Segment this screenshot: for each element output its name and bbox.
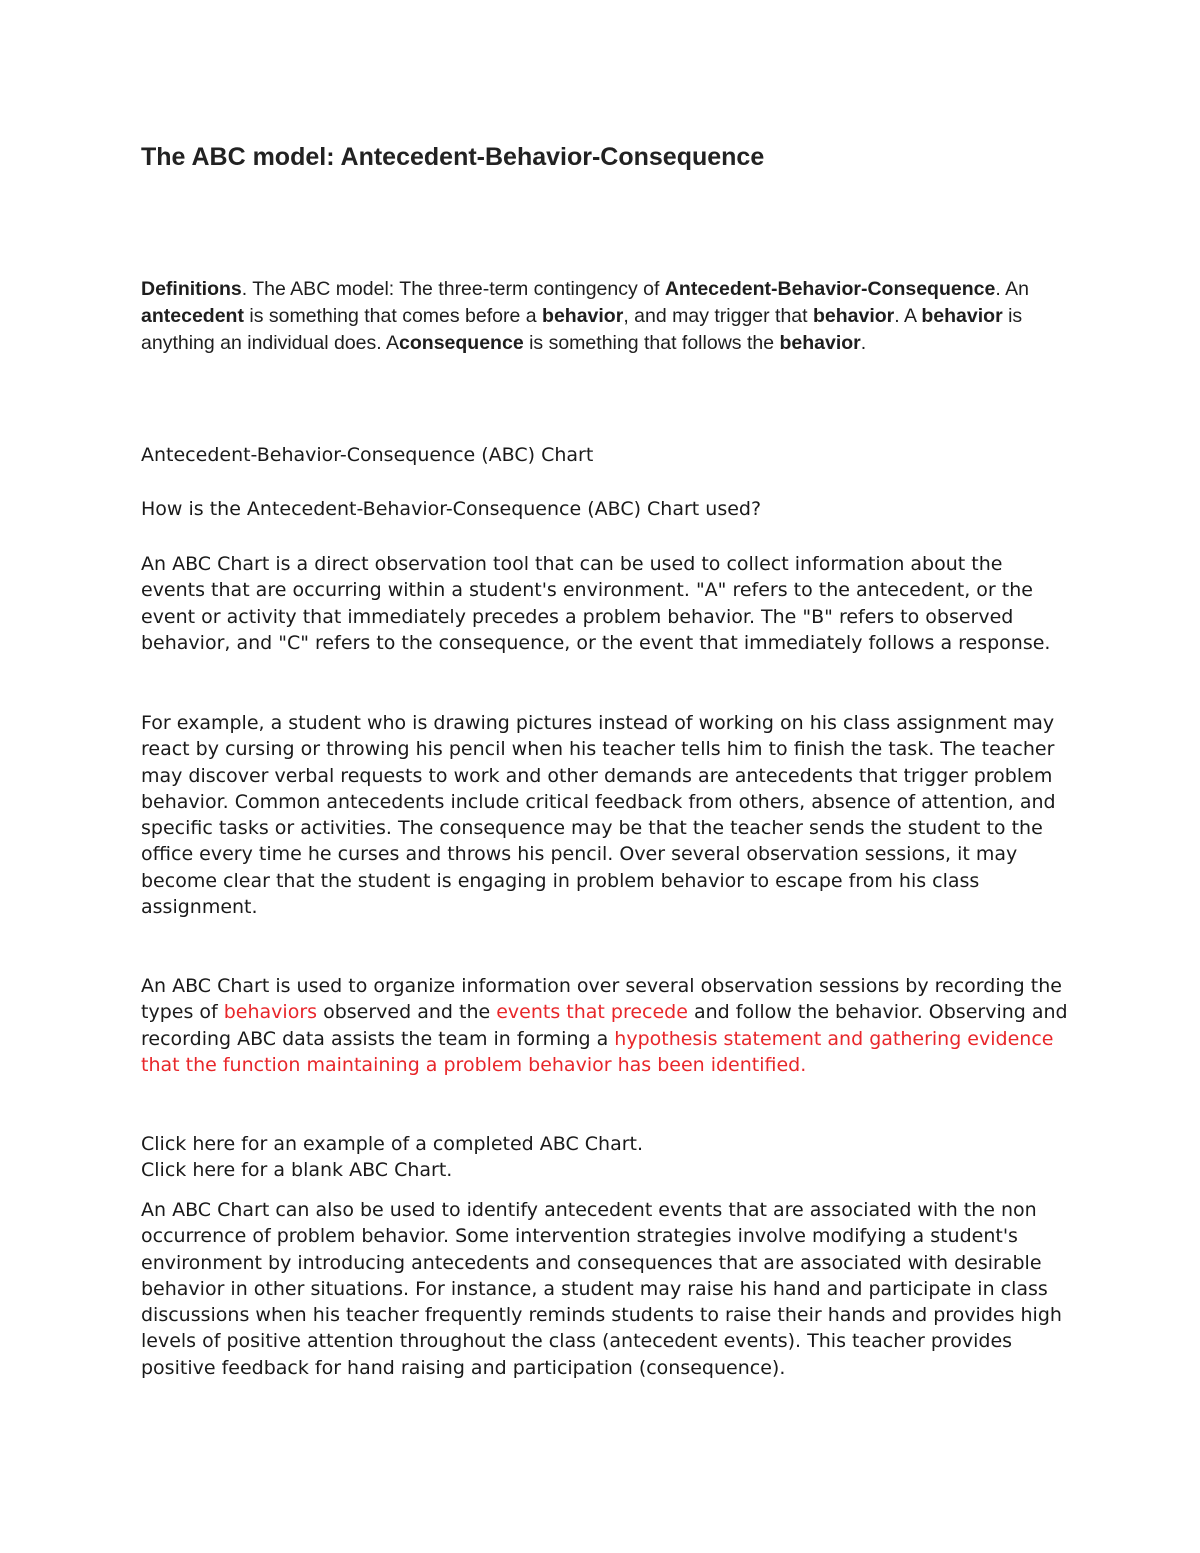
paragraph-abc-chart-definition: An ABC Chart is a direct observation tool that can be used to collect information about the events that are occurring within a student's environment. "A" refers to the antecedent, or the event or activity that immediately precedes a problem behavior. The "B" refers to observed behavior, and "C" refers to the consequence, or the event that immediately follows a response.	[141, 553, 1051, 654]
highlight-hypothesis-statement: hypothesis statement and gathering evidence that the function maintaining a problem behavior has been identified.	[141, 1027, 1054, 1076]
link-blank-abc-chart[interactable]: Click here for a blank ABC Chart.	[141, 1159, 453, 1181]
question-heading: How is the Antecedent-Behavior-Consequence (ABC) Chart used?	[141, 498, 762, 520]
highlight-events-that-precede: events that precede	[496, 1001, 688, 1024]
definitions-label: Definitions	[141, 278, 242, 300]
paragraph-organize-information: An ABC Chart is used to organize information over several observation sessions by recording the types of behaviors observed and the events that precede and follow the behavior. Observing and recording ABC data assists the team in forming a hypothesis statement and gathering evidence that the function maintaining a problem behavior has been identified.	[141, 975, 1068, 1076]
highlight-behaviors: behaviors	[223, 1001, 318, 1024]
definitions-paragraph: Definitions. The ABC model: The three-term contingency of Antecedent-Behavior-Consequence. An antecedent is something that comes before a behavior, and may trigger that behavior. A behavior is anything an individual does. Aconsequence is something that follows the behavior.	[141, 278, 1029, 354]
paragraph-non-occurrence: An ABC Chart can also be used to identify antecedent events that are associated with the non occurrence of problem behavior. Some intervention strategies involve modifying a student's environment by introducing antecedents and consequences that are associated with desirable behavior in other situations. For instance, a student may raise his hand and participate in class discussions when his teacher frequently reminds students to raise their hands and provides high levels of positive attention throughout the class (antecedent events). This teacher provides positive feedback for hand raising and participation (consequence).	[141, 1199, 1062, 1379]
document-title: The ABC model: Antecedent-Behavior-Consequence	[141, 143, 765, 171]
link-completed-abc-chart[interactable]: Click here for an example of a completed ABC Chart.	[141, 1133, 644, 1155]
chart-heading: Antecedent-Behavior-Consequence (ABC) Chart	[141, 444, 594, 466]
paragraph-example: For example, a student who is drawing pictures instead of working on his class assignment may react by cursing or throwing his pencil when his teacher tells him to finish the task. The teacher may discover verbal requests to work and other demands are antecedents that trigger problem behavior. Common antecedents include critical feedback from others, absence of attention, and specific tasks or activities. The consequence may be that the teacher sends the student to the office every time he curses and throws his pencil. Over several observation sessions, it may become clear that the student is engaging in problem behavior to escape from his class assignment.	[141, 712, 1056, 919]
